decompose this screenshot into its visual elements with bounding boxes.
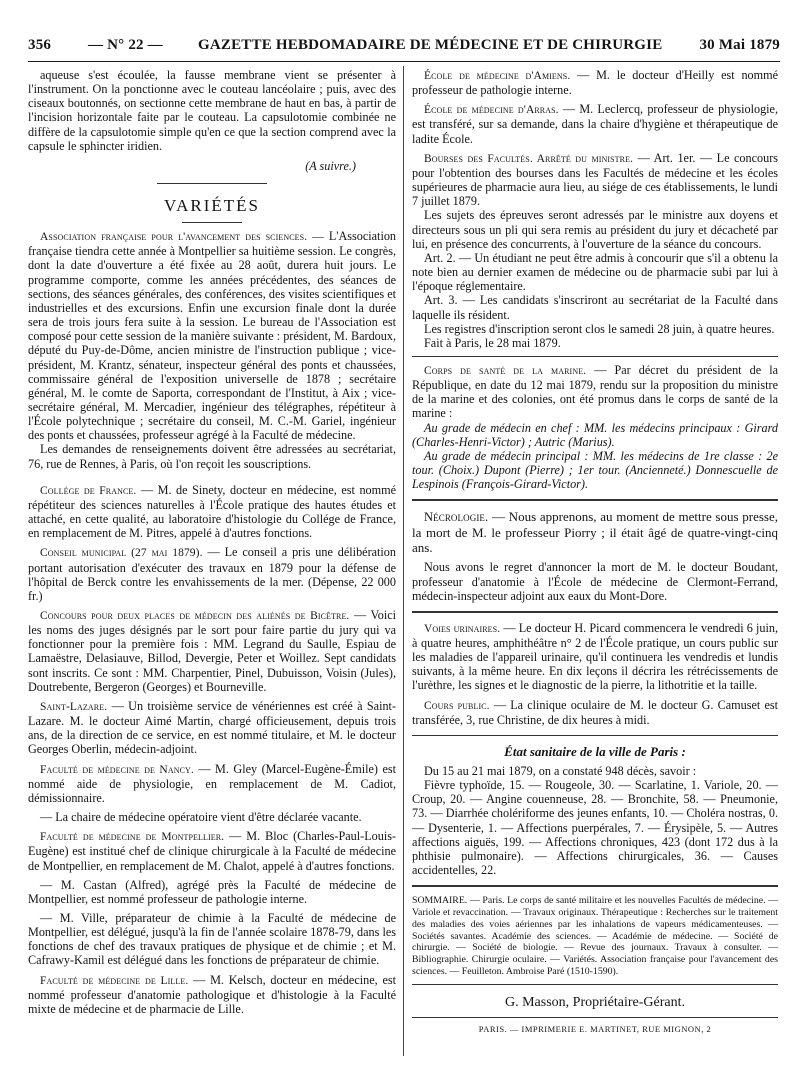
divider	[412, 885, 778, 887]
nancy-body: — M. Gley (Marcel-Eugène-Émile) est nommé aide de physiologie, en remplacement de M. Cadiot, démissionnaire.	[28, 761, 396, 805]
concours-item	[28, 608, 396, 694]
cours-head: Cours public.	[424, 699, 490, 712]
cours-body: — La clinique oculaire de M. le docteur G. Camuset est transférée, 3, rue Christine, de dix heures à midi.	[412, 697, 779, 727]
necrologie-body: — Nous apprenons, au moment de mettre sous presse, la mort de M. le professeur Piorry ; il était âgé de quatre-vingt-cinq ans.	[412, 509, 778, 556]
divider	[412, 499, 778, 501]
association-demandes: Les demandes de renseignements doivent être adressées au secrétariat, 76, rue de Rennes, à Paris, où l'on reçoit les souscriptions.	[28, 442, 396, 471]
divider	[412, 1017, 778, 1018]
college-head: Collége de France.	[40, 484, 137, 497]
marine-principal: Au grade de médecin principal : MM. les médecins de 1re classe : 2e tour. (Choix.) Dupont (Pierre) ; 1er tour. (Ancienneté.) Donnescuelle de Lespinois (François-Girard-Victor).	[412, 448, 778, 492]
marine-item	[412, 363, 778, 421]
article-2: Art. 2. — Un étudiant ne peut être admis à concourir que s'il a obtenu la note bien au dernier examen de médecine ou de pharmacie subi par lui à l'époque réglementaire.	[412, 250, 778, 294]
chaire-item: — La chaire de médecine opératoire vient d'être déclarée vacante.	[40, 810, 362, 825]
etat-intro: Du 15 au 21 mai 1879, on a constaté 948 décès, savoir :	[424, 763, 697, 778]
association-item	[28, 229, 396, 442]
right-column	[412, 68, 778, 1034]
association-head: Association française pour l'avancement des sciences. —	[40, 231, 324, 244]
nancy-head: Faculté de médecine de Nancy.	[40, 763, 194, 776]
arras-item	[412, 102, 778, 145]
amiens-body: — M. le docteur d'Heilly est nommé professeur de pathologie interne.	[412, 68, 778, 98]
header-rule	[28, 61, 780, 62]
varietes-title: VARIÉTÉS	[164, 196, 260, 216]
voies-item	[412, 621, 778, 693]
cours-item	[412, 698, 778, 727]
marine-body: — Par décret du président de la République, en date du 12 mai 1879, rendu sur la proposition du ministre de la marine et des colonies, ont été promus dans le corps de santé de la marine :	[412, 362, 778, 421]
page-number: 356	[28, 37, 52, 53]
amiens-item	[412, 68, 778, 97]
marine-head: Corps de santé de la marine.	[424, 364, 587, 377]
etat-body: Fièvre typhoïde, 15. — Rougeole, 30. — Scarlatine, 1. Variole, 20. — Croup, 20. — Angine couenneuse, 28. — Bronchite, 58. — Pneumonie, 73. — Diarrhée cholériforme des jeunes enfants, 10. — Choléra nostras, 0. — Dysenterie, 1. — Affections puerpérales, 7. — Érysipèle, 5. — Autres affections aiguës, 199. — Affections chroniques, 423 (dont 172 dus à la phthisie pulmonaire). — Affections chirurgicales, 36. — Causes accidentelles, 22.	[412, 778, 778, 878]
article-continuation: aqueuse s'est écoulée, la fausse membrane vient se présenter à l'instrument. On la ponctionne avec le couteau lancéolaire ; puis, avec des ciseaux boutonnés, on sectionne cette membrane de haut en bas, à partir de l'incision horizontale faite par le couteau. La capsulotomie combinée ne diffère de la capsulotomie simple qu'en ce que la section comprend avec la capsule le sphincter iridien.	[28, 68, 396, 153]
voies-body: — Le docteur H. Picard commencera le vendredi 6 juin, à quatre heures, amphithéâtre n° 2 de l'École pratique, un cours public sur les maladies de l'appareil urinaire, qu'il continuera les vendredis et lundis suivants, à la même heure. En dix leçons il décrira les rétrécissements de l'urèthre, les signes et le diagnostic de la pierre, la lithotritie et la taille.	[412, 620, 779, 693]
divider	[412, 356, 778, 357]
divider	[157, 183, 267, 184]
issue-date: 30 Mai 1879	[699, 37, 780, 53]
article-3: Art. 3. — Les candidats s'inscriront au secrétariat de la Faculté dans laquelle ils résident.	[412, 293, 778, 322]
amiens-head: École de médecine d'Amiens.	[424, 70, 571, 82]
divider	[412, 735, 778, 736]
arras-body: — M. Leclercq, professeur de physiologie, est transféré, sur sa demande, dans la chaire d'hygiène et thérapeutique de ladite École.	[412, 102, 779, 146]
boudant-item: Nous avons le regret d'annoncer la mort de M. le docteur Boudant, professeur d'anatomie à l'École de médecine de Clermont-Ferrand, médecin-inspecteur adjoint aux eaux du Mont-Dore.	[412, 560, 778, 603]
lille-body: — M. Kelsch, docteur en médecine, est nommé professeur d'anatomie pathologique et d'histologie à la Faculté mixte de médecine et de pharmacie de Lille.	[28, 972, 396, 1016]
saint-lazare-body: — Un troisième service de vénériennes est créé à Saint-Lazare. M. le docteur Aimé Martin, chargé officieusement, depuis trois ans, de la direction de ce service, en est nommé titulaire, et M. le docteur Georges Oberlin, médecin-adjoint.	[28, 698, 397, 757]
etat-sanitaire-title: État sanitaire de la ville de Paris :	[504, 743, 686, 759]
montpellier-body: — M. Bloc (Charles-Paul-Louis-Eugène) est institué chef de clinique chirurgicale à la Faculté de médecine de Montpellier, en remplacement de M. Chalot, appelé à d'autres fonctions.	[28, 829, 397, 873]
conseil-head: Conseil municipal (27 mai 1879).	[40, 547, 203, 560]
a-suivre: (A suivre.)	[305, 158, 356, 173]
lille-head: Faculté de médecine de Lille.	[40, 974, 189, 987]
arras-head: École de médecine d'Arras.	[424, 104, 559, 117]
imprimerie: PARIS. — IMPRIMERIE E. MARTINET, RUE MIGNON, 2	[478, 1023, 712, 1034]
castan-item: — M. Castan (Alfred), agrégé près la Faculté de médecine de Montpellier, est nommé professeur de pathologie interne.	[28, 877, 396, 906]
conseil-item	[28, 545, 396, 603]
college-body: — M. de Sinety, docteur en médecine, est nommé répétiteur des sciences naturelles à l'École pratique des hautes études et attaché, en cette qualité, au laboratoire d'histologie du Collége de France, en remplacement de M. Pitres, appelé à d'autres fonctions.	[28, 482, 397, 541]
gerant-signature: G. Masson, Propriétaire-Gérant.	[504, 994, 685, 1010]
bourses-head: Bourses des Facultés. Arrêté du ministre.	[424, 152, 634, 165]
college-item	[28, 483, 396, 541]
association-body: L'Association française tiendra cette année à Montpellier sa huitième session. Le congrès, dont la date d'ouverture a été fixée au 28 août, durera huit jours. Le programme comporte, comme les années précédentes, des séances de sections, des séances générales, des conférences, des visites scientifiques et industrielles et des excursions. Enfin une excursion finale dont la durée sera de trois jours fera suite à la session. Le bureau de l'Association est composé pour cette session de la manière suivante : président, M. Bardoux, député du Puy-de-Dôme, ancien ministre de l'instruction publique ; vice-président, M. Krantz, sénateur, inspecteur général des ponts et chaussées, commissaire général de l'exposition universelle de 1878 ; secrétaire général, M. le comte de Saporta, correspondant de l'Institut, à Aix ; vice-secrétaire général, M. Mercadier, ingénieur des télégraphes, répétiteur à l'École polytechnique ; secrétaire du conseil, M. C.-M. Gariel, ingénieur des ponts et chaussées, professeur agrégé à la Faculté de médecine.	[28, 229, 397, 443]
divider	[412, 984, 778, 985]
divider	[412, 611, 778, 613]
divider	[182, 222, 242, 223]
bourses-sujets: Les sujets des épreuves seront adressés par le ministre aux doyens et directeurs sous un pli qui sera remis au président du jury et décacheté par lui, en présence des concurrents, à l'ouverture de la séance du concours.	[412, 208, 778, 251]
voies-head: Voies urinaires.	[424, 622, 501, 635]
necrologie-item	[412, 509, 778, 555]
montpellier-item	[28, 829, 396, 872]
marine-chef: Au grade de médecin en chef : MM. les médecins principaux : Girard (Charles-Henri-Victor) ; Autric (Marius).	[412, 420, 778, 449]
column-divider	[403, 66, 404, 1056]
concours-body: — Voici les noms des juges désignés par le sort pour faire partie du jury qui va fonctionner pour la première fois : MM. Legrand du Saulle, Espiau de Lamaëstre, Delasiauve, Billod, Devergie, Peter et Woillez. Sept candidats sont inscrits. Ce sont : MM. Charpentier, Pinel, Dubuisson, Voisin (Jules), Doutrebente, Bergeron (Georges) et Bourneville.	[28, 608, 397, 694]
lille-item	[28, 973, 396, 1016]
journal-title: GAZETTE HEBDOMADAIRE DE MÉDECINE ET DE CHIRURGIE	[198, 37, 663, 53]
left-column	[28, 68, 396, 1016]
fait-a-paris: Fait à Paris, le 28 mai 1879.	[424, 335, 561, 350]
saint-lazare-head: Saint-Lazare.	[40, 700, 108, 713]
sommaire: SOMMAIRE. — Paris. Le corps de santé militaire et les nouvelles Facultés de médecine. — Variole et revaccination. — Travaux originaux. Thérapeutique : Recherches sur le traitement des maladies des voies aériennes par les inhalations de vapeurs médicamenteuses. — Sociétés savantes. Académie des sciences. — Académie de médecine. — Société de chirurgie. — Société de biologie. — Revue des journaux. Travaux à consulter. — Bibliographie. Chirurgie oculaire. — Variétés. Association française pour l'avancement des sciences. — Feuilleton. Ambroise Paré (1510-1590).	[412, 895, 778, 977]
necrologie-head: Nécrologie.	[424, 510, 489, 525]
bourses-item	[412, 151, 778, 209]
conseil-body: — Le conseil a pris une délibération portant autorisation d'exécuter des travaux en 1879 pour la défense de l'hôpital de Berck contre les envahissements de la mer. (Dépense, 22 000 fr.)	[28, 545, 396, 603]
ville-item: — M. Ville, préparateur de chimie à la Faculté de médecine de Montpellier, est délégué, jusqu'à la fin de l'année scolaire 1878-79, dans les fonctions de chef des travaux pratiques de physique et de chimie ; et M. Cafrawy-Kamil est délégué dans les fonctions de préparateur de chimie.	[28, 910, 396, 968]
bourses-body: — Art. 1er. — Le concours pour l'obtention des bourses dans les Facultés de médecine et les écoles supérieures de pharmacie aura lieu, au siége de ces établissements, le lundi 7 juillet 1879.	[412, 150, 779, 209]
registres: Les registres d'inscription seront clos le samedi 28 juin, à quatre heures.	[424, 321, 775, 336]
nancy-item	[28, 762, 396, 805]
page-header	[28, 37, 780, 57]
saint-lazare-item	[28, 699, 396, 757]
concours-head: Concours pour deux places de médecin des aliénés de Bicêtre.	[40, 610, 350, 622]
issue-number: — N° 22 —	[88, 37, 163, 53]
montpellier-head: Faculté de médecine de Montpellier.	[40, 831, 225, 844]
